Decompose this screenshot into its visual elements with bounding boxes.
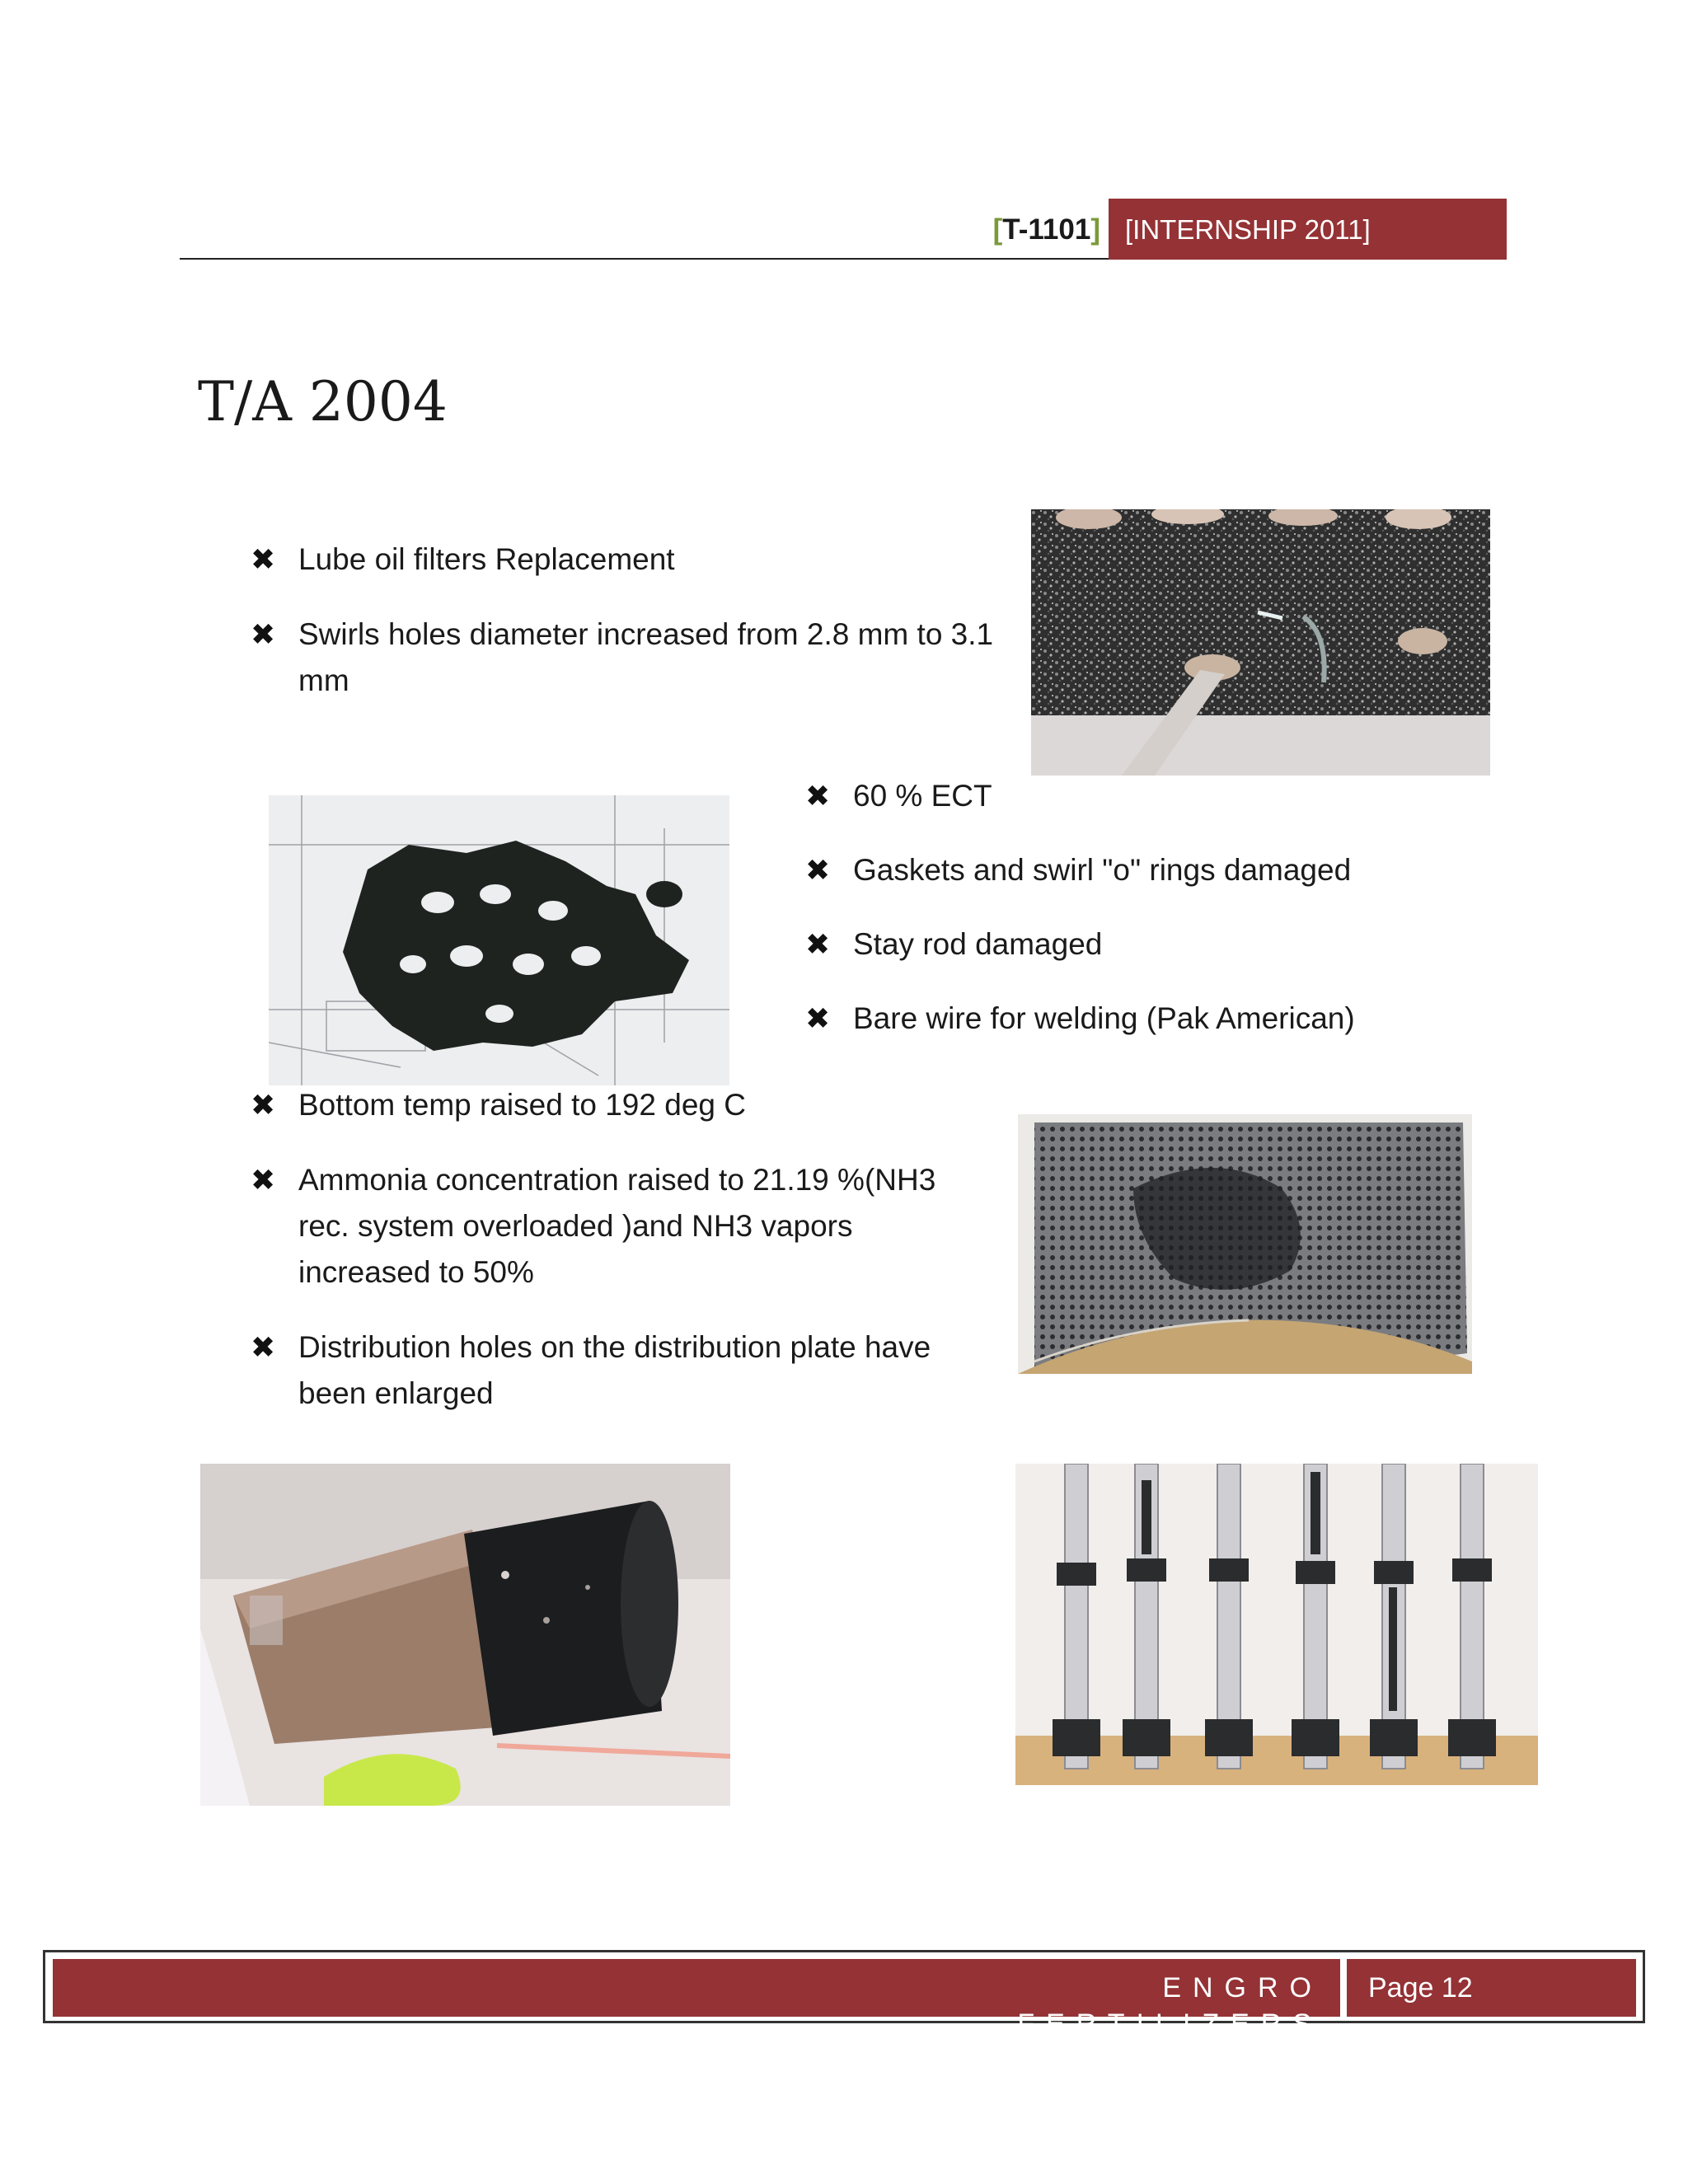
bullet-text: Bare wire for welding (Pak American) (853, 1001, 1355, 1035)
bullet-item (251, 1157, 987, 1296)
bullet-text: Distribution holes on the distribution plate have been enlarged (298, 1330, 931, 1410)
bullet-text: Bottom temp raised to 192 deg C (298, 1088, 746, 1122)
photo-tray-deposits (1031, 509, 1490, 776)
bracket-open: [ (992, 213, 1003, 246)
bullet-item (251, 1082, 974, 1128)
document-code (977, 210, 1100, 250)
bullet-item (805, 847, 1512, 893)
footer-company: ENGRO FERTILIZERS (1017, 1972, 1323, 2040)
bullet-text: Swirls holes diameter increased from 2.8 mm to 3.1 mm (298, 617, 994, 697)
page-title: T/A 2004 (198, 370, 448, 434)
header-label: [INTERNSHIP 2011] (1125, 214, 1371, 245)
bullet-text: Gaskets and swirl "o" rings damaged (853, 853, 1352, 887)
bullet-item (805, 921, 1512, 968)
bullet-item (251, 612, 1015, 704)
bullet-cross-icon: ✖ (251, 1163, 276, 1197)
header-rule (180, 258, 1109, 260)
bullet-cross-icon: ✖ (805, 1001, 831, 1035)
photo-distribution-plate (1018, 1114, 1472, 1374)
bullet-cross-icon: ✖ (805, 927, 831, 961)
bullet-text: 60 % ECT (853, 779, 992, 813)
bullet-item (251, 537, 974, 583)
bullet-text: Stay rod damaged (853, 927, 1103, 961)
code-text: T-1101 (1002, 213, 1091, 246)
bullet-cross-icon: ✖ (805, 853, 831, 887)
photo-deposit-drawing (269, 795, 729, 1085)
photo-swirl-component (200, 1464, 730, 1806)
bullet-cross-icon: ✖ (805, 779, 831, 813)
bullet-cross-icon: ✖ (251, 1088, 276, 1122)
bullet-text: Ammonia concentration raised to 21.19 %(NH3 rec. system overloaded )and NH3 vapors increased to 50% (298, 1163, 936, 1289)
page-number: Page 12 (1368, 1972, 1473, 2004)
photo-tubes (1015, 1464, 1538, 1785)
bullet-cross-icon: ✖ (251, 542, 276, 576)
bullet-item (251, 1324, 987, 1417)
header-label-box (1109, 199, 1507, 260)
bullet-item (805, 773, 1512, 819)
bullet-item (805, 996, 1512, 1042)
bracket-close: ] (1090, 213, 1100, 246)
footer-separator (1340, 1959, 1347, 2017)
bullet-text: Lube oil filters Replacement (298, 542, 675, 576)
bullet-cross-icon: ✖ (251, 1330, 276, 1364)
bullet-cross-icon: ✖ (251, 617, 276, 651)
